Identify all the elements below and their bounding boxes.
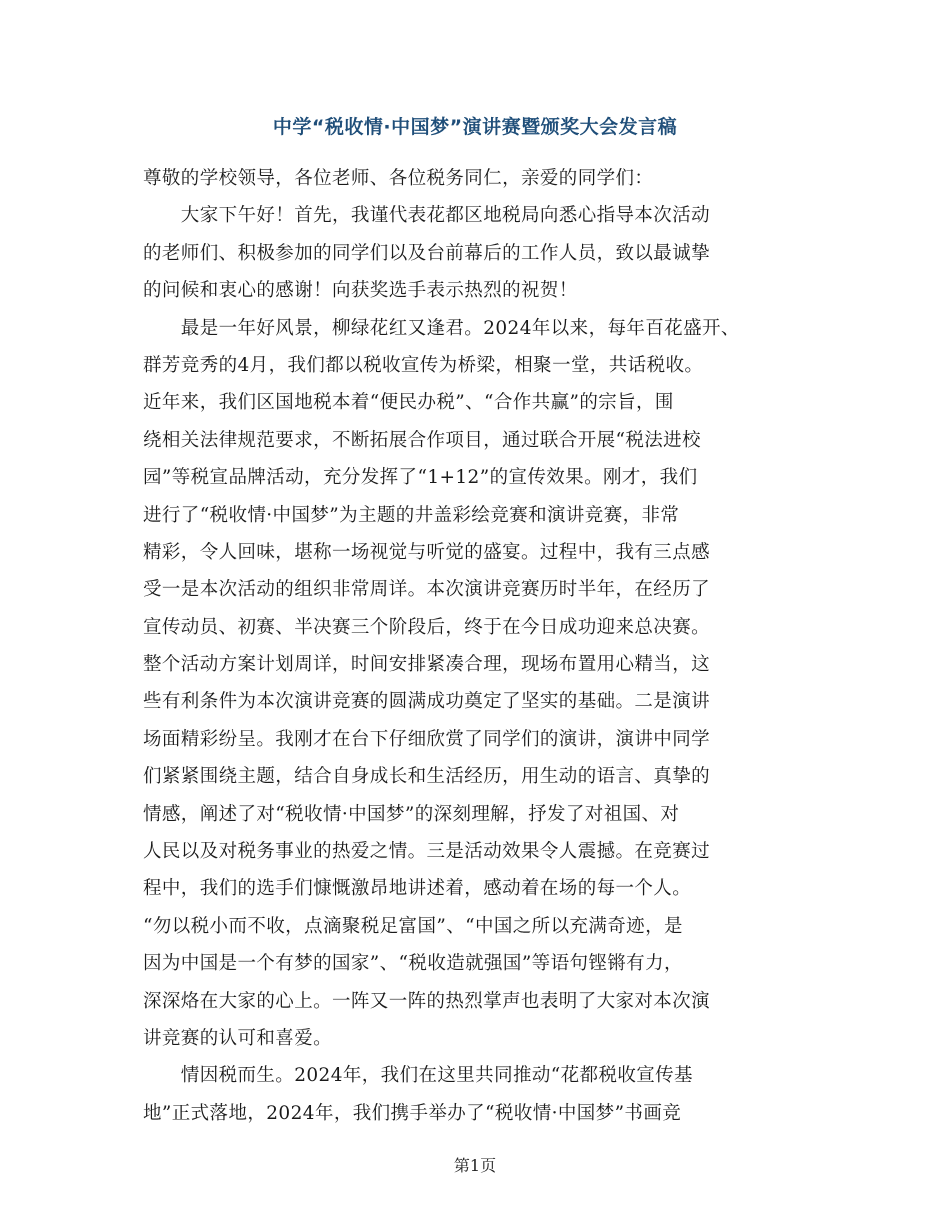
text-line: 深深烙在大家的心上。一阵又一阵的热烈掌声也表明了大家对本次演 — [143, 990, 711, 1012]
text-line: 整个活动方案计划周详，时间安排紧凑合理，现场布置用心精当，这 — [143, 654, 711, 676]
text-line: 绕相关法律规范要求，不断拓展合作项目，通过联合开展“税法进校 — [143, 429, 701, 451]
text-line: 最是一年好风景，柳绿花红又逢君。2024年以来，每年百花盛开、 — [143, 317, 740, 339]
text-line: “勿以税小而不收，点滴聚税足富国”、“中国之所以充满奇迹，是 — [143, 915, 683, 937]
text-line: 地”正式落地，2024年，我们携手举办了“税收情·中国梦”书画竞 — [143, 1102, 682, 1124]
text-line: 些有利条件为本次演讲竞赛的圆满成功奠定了坚实的基础。二是演讲 — [143, 691, 711, 713]
text-line: 情因税而生。2024年，我们在这里共同推动“花都税收宣传基 — [143, 1065, 693, 1087]
text-line: 的问候和衷心的感谢！向获奖选手表示热烈的祝贺！ — [143, 280, 578, 302]
page-number: 第1页 — [453, 1156, 497, 1175]
text-line: 近年来，我们区国地税本着“便民办税”、“合作共赢”的宗旨，围 — [143, 392, 674, 414]
text-line: 受一是本次活动的组织非常周详。本次演讲竞赛历时半年，在经历了 — [143, 579, 711, 601]
document-title: 中学“税收情·中国梦”演讲赛暨颁奖大会发言稿 — [272, 116, 678, 138]
text-line: 讲竞赛的认可和喜爱。 — [143, 1027, 333, 1049]
text-line: 的老师们、积极参加的同学们以及台前幕后的工作人员，致以最诚挚 — [143, 242, 711, 264]
document-body — [143, 160, 823, 1132]
text-line: 园”等税宣品牌活动，充分发挥了“1+12”的宣传效果。刚才，我们 — [143, 467, 698, 489]
text-line: 群芳竞秀的4月，我们都以税收宣传为桥梁，相聚一堂，共话税收。 — [143, 354, 704, 376]
text-line: 宣传动员、初赛、半决赛三个阶段后，终于在今日成功迎来总决赛。 — [143, 616, 711, 638]
text-line: 大家下午好！首先，我谨代表花都区地税局向悉心指导本次活动 — [143, 205, 711, 227]
text-line: 程中，我们的选手们慷慨激昂地讲述着，感动着在场的每一个人。 — [143, 878, 692, 900]
text-line: 情感，阐述了对“税收情·中国梦”的深刻理解，抒发了对祖国、对 — [143, 803, 680, 825]
text-line: 进行了“税收情·中国梦”为主题的井盖彩绘竞赛和演讲竞赛，非常 — [143, 504, 680, 526]
text-line: 人民以及对税务事业的热爱之情。三是活动效果令人震撼。在竞赛过 — [143, 841, 711, 863]
text-line: 尊敬的学校领导，各位老师、各位税务同仁，亲爱的同学们： — [143, 168, 654, 189]
text-line: 因为中国是一个有梦的国家”、“税收造就强国”等语句铿锵有力， — [143, 953, 683, 975]
text-line: 们紧紧围绕主题，结合自身成长和生活经历，用生动的语言、真挚的 — [143, 766, 711, 788]
text-line: 场面精彩纷呈。我刚才在台下仔细欣赏了同学们的演讲，演讲中同学 — [143, 728, 711, 750]
text-line: 精彩，令人回味，堪称一场视觉与听觉的盛宴。过程中，我有三点感 — [143, 541, 711, 563]
